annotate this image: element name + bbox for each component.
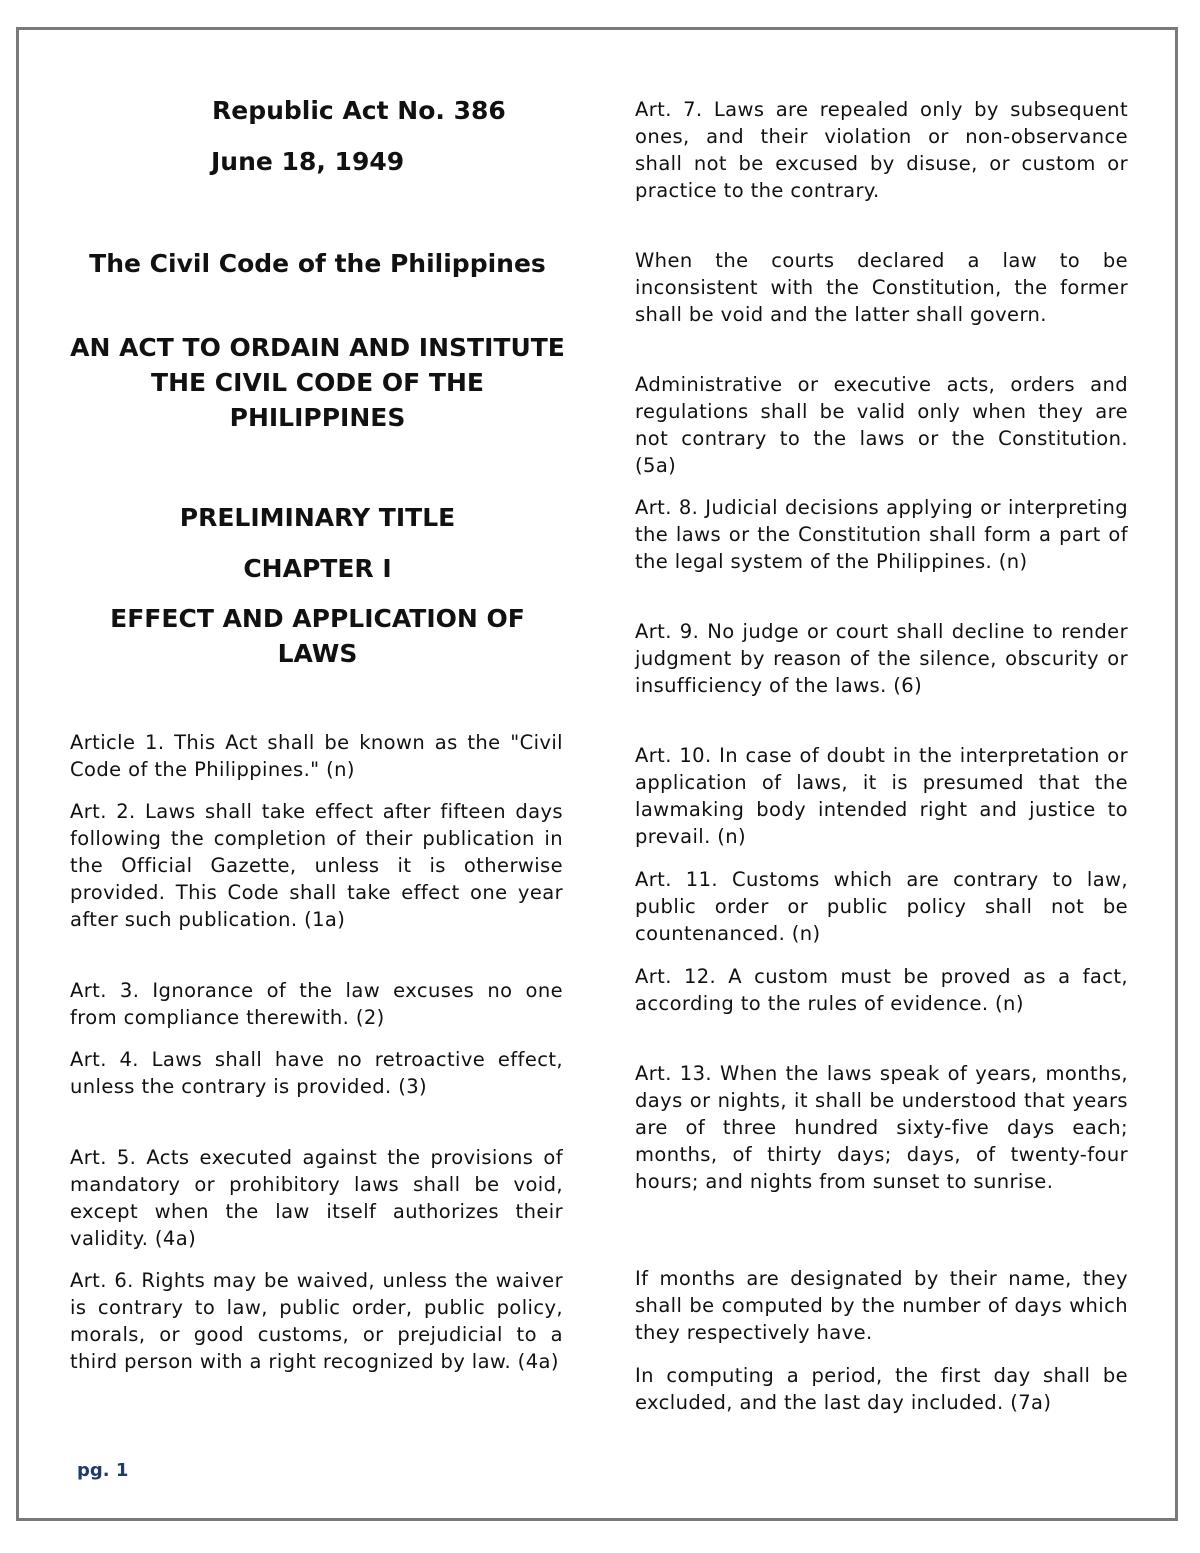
article-4: Art. 4. Laws shall have no retroactive effect, unless the contrary is provided. (3) (70, 1048, 563, 1098)
article-11: Art. 11. Customs which are contrary to law, public order or public policy shall not be countenanced. (n) (635, 868, 1128, 945)
article-2: Art. 2. Laws shall take effect after fifteen days following the completion of their publication in the Official Gazette, unless it is otherwise provided. This Code shall take effect one year after such publication. (1a) (70, 800, 563, 931)
chapter-heading: CHAPTER I (243, 554, 392, 583)
article-7: Art. 7. Laws are repealed only by subsequent ones, and their violation or non-observance shall not be excused by disuse, or custom or practice to the contrary. (635, 98, 1128, 202)
article-7-para-2: When the courts declared a law to be inconsistent with the Constitution, the former shall be void and the latter shall govern. (635, 249, 1128, 326)
article-9: Art. 9. No judge or court shall decline to render judgment by reason of the silence, obscurity or insufficiency of the laws. (6) (635, 620, 1128, 697)
article-6: Art. 6. Rights may be waived, unless the waiver is contrary to law, public order, public policy, morals, or good customs, or prejudicial to a third person with a right recognized by law. (4a) (70, 1269, 563, 1373)
article-1: Article 1. This Act shall be known as the "Civil Code of the Philippines." (n) (70, 731, 563, 781)
article-3: Art. 3. Ignorance of the law excuses no one from compliance therewith. (2) (70, 979, 563, 1029)
article-8: Art. 8. Judicial decisions applying or interpreting the laws or the Constitution shall form a part of the legal system of the Philippines. (n) (635, 496, 1128, 573)
act-date-heading: June 18, 1949 (211, 147, 405, 176)
article-13: Art. 13. When the laws speak of years, months, days or nights, it shall be understood that years are of three hundred sixty-five days each; months, of thirty days; days, of twenty-four hours; and nights from sunset to sunrise. (635, 1062, 1128, 1193)
page-number: pg. 1 (77, 1460, 129, 1481)
code-title: The Civil Code of the Philippines (89, 249, 546, 278)
act-number-heading: Republic Act No. 386 (212, 96, 506, 125)
act-title: AN ACT TO ORDAIN AND INSTITUTE THE CIVIL CODE OF THE PHILIPPINES (70, 333, 565, 432)
preliminary-title: PRELIMINARY TITLE (179, 503, 456, 532)
article-12: Art. 12. A custom must be proved as a fact, according to the rules of evidence. (n) (635, 965, 1128, 1015)
article-13-para-2: If months are designated by their name, they shall be computed by the number of days which they respectively have. (635, 1267, 1128, 1344)
article-10: Art. 10. In case of doubt in the interpretation or application of laws, it is presumed that the lawmaking body intended right and justice to prevail. (n) (635, 744, 1128, 848)
article-7-para-3: Administrative or executive acts, orders and regulations shall be valid only when they are not contrary to the laws or the Constitution. (5a) (635, 373, 1128, 477)
article-13-para-3: In computing a period, the first day shall be excluded, and the last day included. (7a) (635, 1364, 1128, 1414)
chapter-title: EFFECT AND APPLICATION OF LAWS (110, 604, 525, 668)
article-5: Art. 5. Acts executed against the provisions of mandatory or prohibitory laws shall be void, except when the law itself authorizes their validity. (4a) (70, 1146, 563, 1250)
